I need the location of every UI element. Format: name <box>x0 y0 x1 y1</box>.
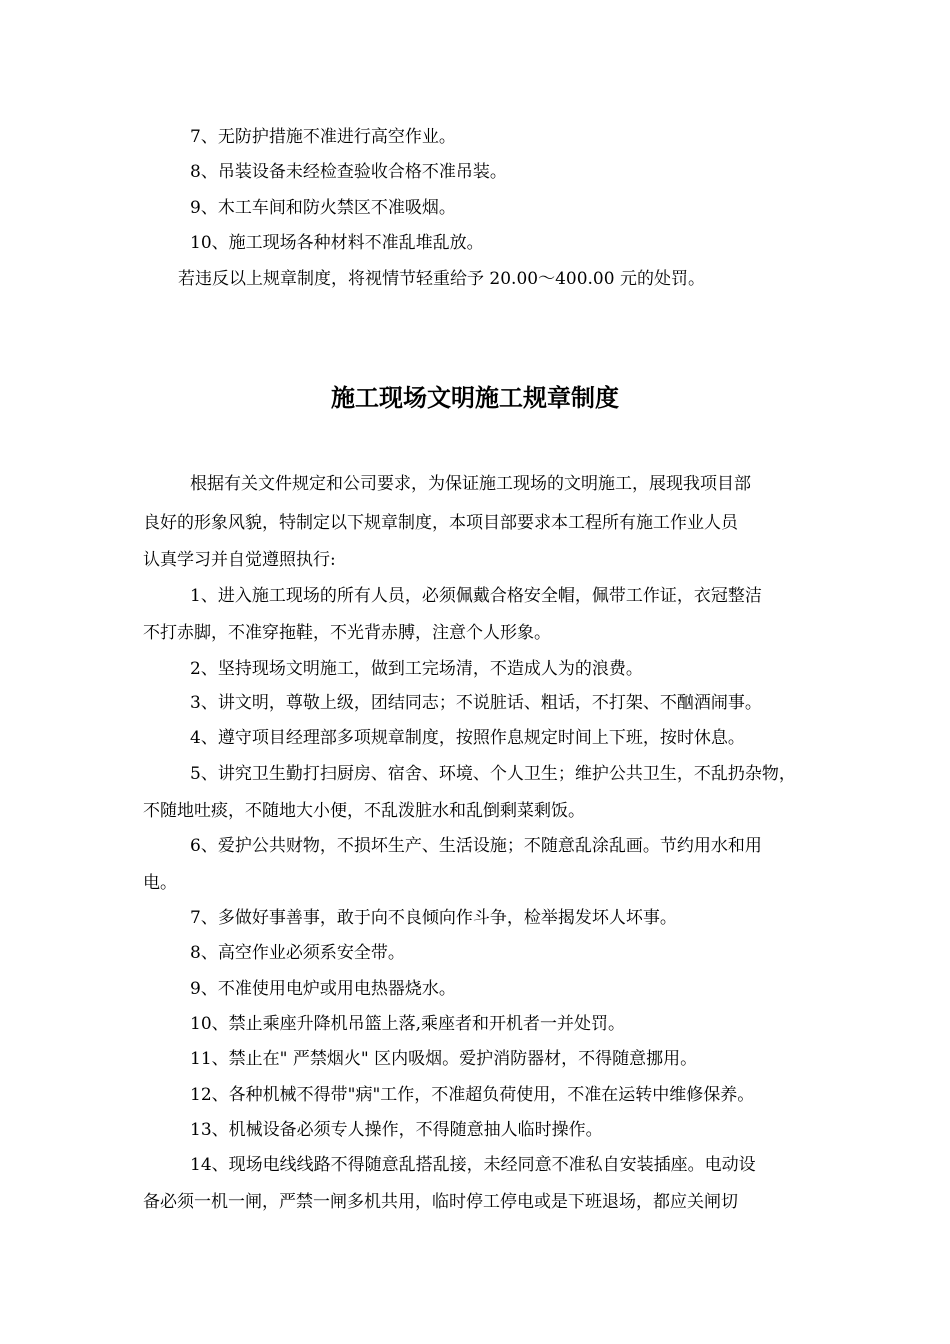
penalty-note: 若违反以上规章制度，将视情节轻重给予 20.00～400.00 元的处罚。 <box>178 269 705 289</box>
page-title: 施工现场文明施工规章制度 <box>331 384 619 412</box>
rule-4: 4、遵守项目经理部多项规章制度，按照作息规定时间上下班，按时休息。 <box>190 728 745 748</box>
rule-1-line-2: 不打赤脚，不准穿拖鞋，不光背赤膊，注意个人形象。 <box>143 623 551 643</box>
rule-item-10: 10、施工现场各种材料不准乱堆乱放。 <box>190 233 484 253</box>
intro-line-3: 认真学习并自觉遵照执行: <box>143 550 336 570</box>
intro-line-2: 良好的形象风貌，特制定以下规章制度，本项目部要求本工程所有施工作业人员 <box>143 513 738 533</box>
rule-14-line-2: 备必须一机一闸，严禁一闸多机共用，临时停工停电或是下班退场，都应关闸切 <box>143 1192 738 1212</box>
rule-item-8: 8、吊装设备未经检查验收合格不准吊装。 <box>190 162 507 182</box>
rule-10: 10、禁止乘座升降机吊篮上落,乘座者和开机者一并处罚。 <box>190 1014 626 1034</box>
rule-13: 13、机械设备必须专人操作，不得随意抽人临时操作。 <box>190 1120 603 1140</box>
rule-14-line-1: 14、现场电线线路不得随意乱搭乱接，未经同意不准私自安装插座。电动设 <box>190 1155 756 1175</box>
rule-6-line-1: 6、爱护公共财物，不损坏生产、生活设施；不随意乱涂乱画。节约用水和用 <box>190 836 762 856</box>
rule-7: 7、多做好事善事，敢于向不良倾向作斗争，检举揭发坏人坏事。 <box>190 908 677 928</box>
rule-12: 12、各种机械不得带"病"工作，不准超负荷使用，不准在运转中维修保养。 <box>190 1085 755 1105</box>
rule-5-line-2: 不随地吐痰，不随地大小便，不乱泼脏水和乱倒剩菜剩饭。 <box>143 801 585 821</box>
rule-6-line-2: 电。 <box>143 873 177 893</box>
rule-9: 9、不准使用电炉或用电热器烧水。 <box>190 979 456 999</box>
rule-1-line-1: 1、进入施工现场的所有人员，必须佩戴合格安全帽，佩带工作证，衣冠整洁 <box>190 586 762 606</box>
rule-5-line-1: 5、讲究卫生勤打扫厨房、宿舍、环境、个人卫生；维护公共卫生，不乱扔杂物， <box>190 764 796 784</box>
intro-line-1: 根据有关文件规定和公司要求，为保证施工现场的文明施工，展现我项目部 <box>190 474 751 494</box>
rule-11: 11、禁止在" 严禁烟火" 区内吸烟。爱护消防器材，不得随意挪用。 <box>190 1049 698 1069</box>
rule-3: 3、讲文明，尊敬上级，团结同志；不说脏话、粗话，不打架、不酗酒闹事。 <box>190 693 762 713</box>
rule-item-7: 7、无防护措施不准进行高空作业。 <box>190 127 456 147</box>
rule-8: 8、高空作业必须系安全带。 <box>190 943 405 963</box>
rule-2: 2、坚持现场文明施工，做到工完场清，不造成人为的浪费。 <box>190 659 643 679</box>
rule-item-9: 9、木工车间和防火禁区不准吸烟。 <box>190 198 456 218</box>
